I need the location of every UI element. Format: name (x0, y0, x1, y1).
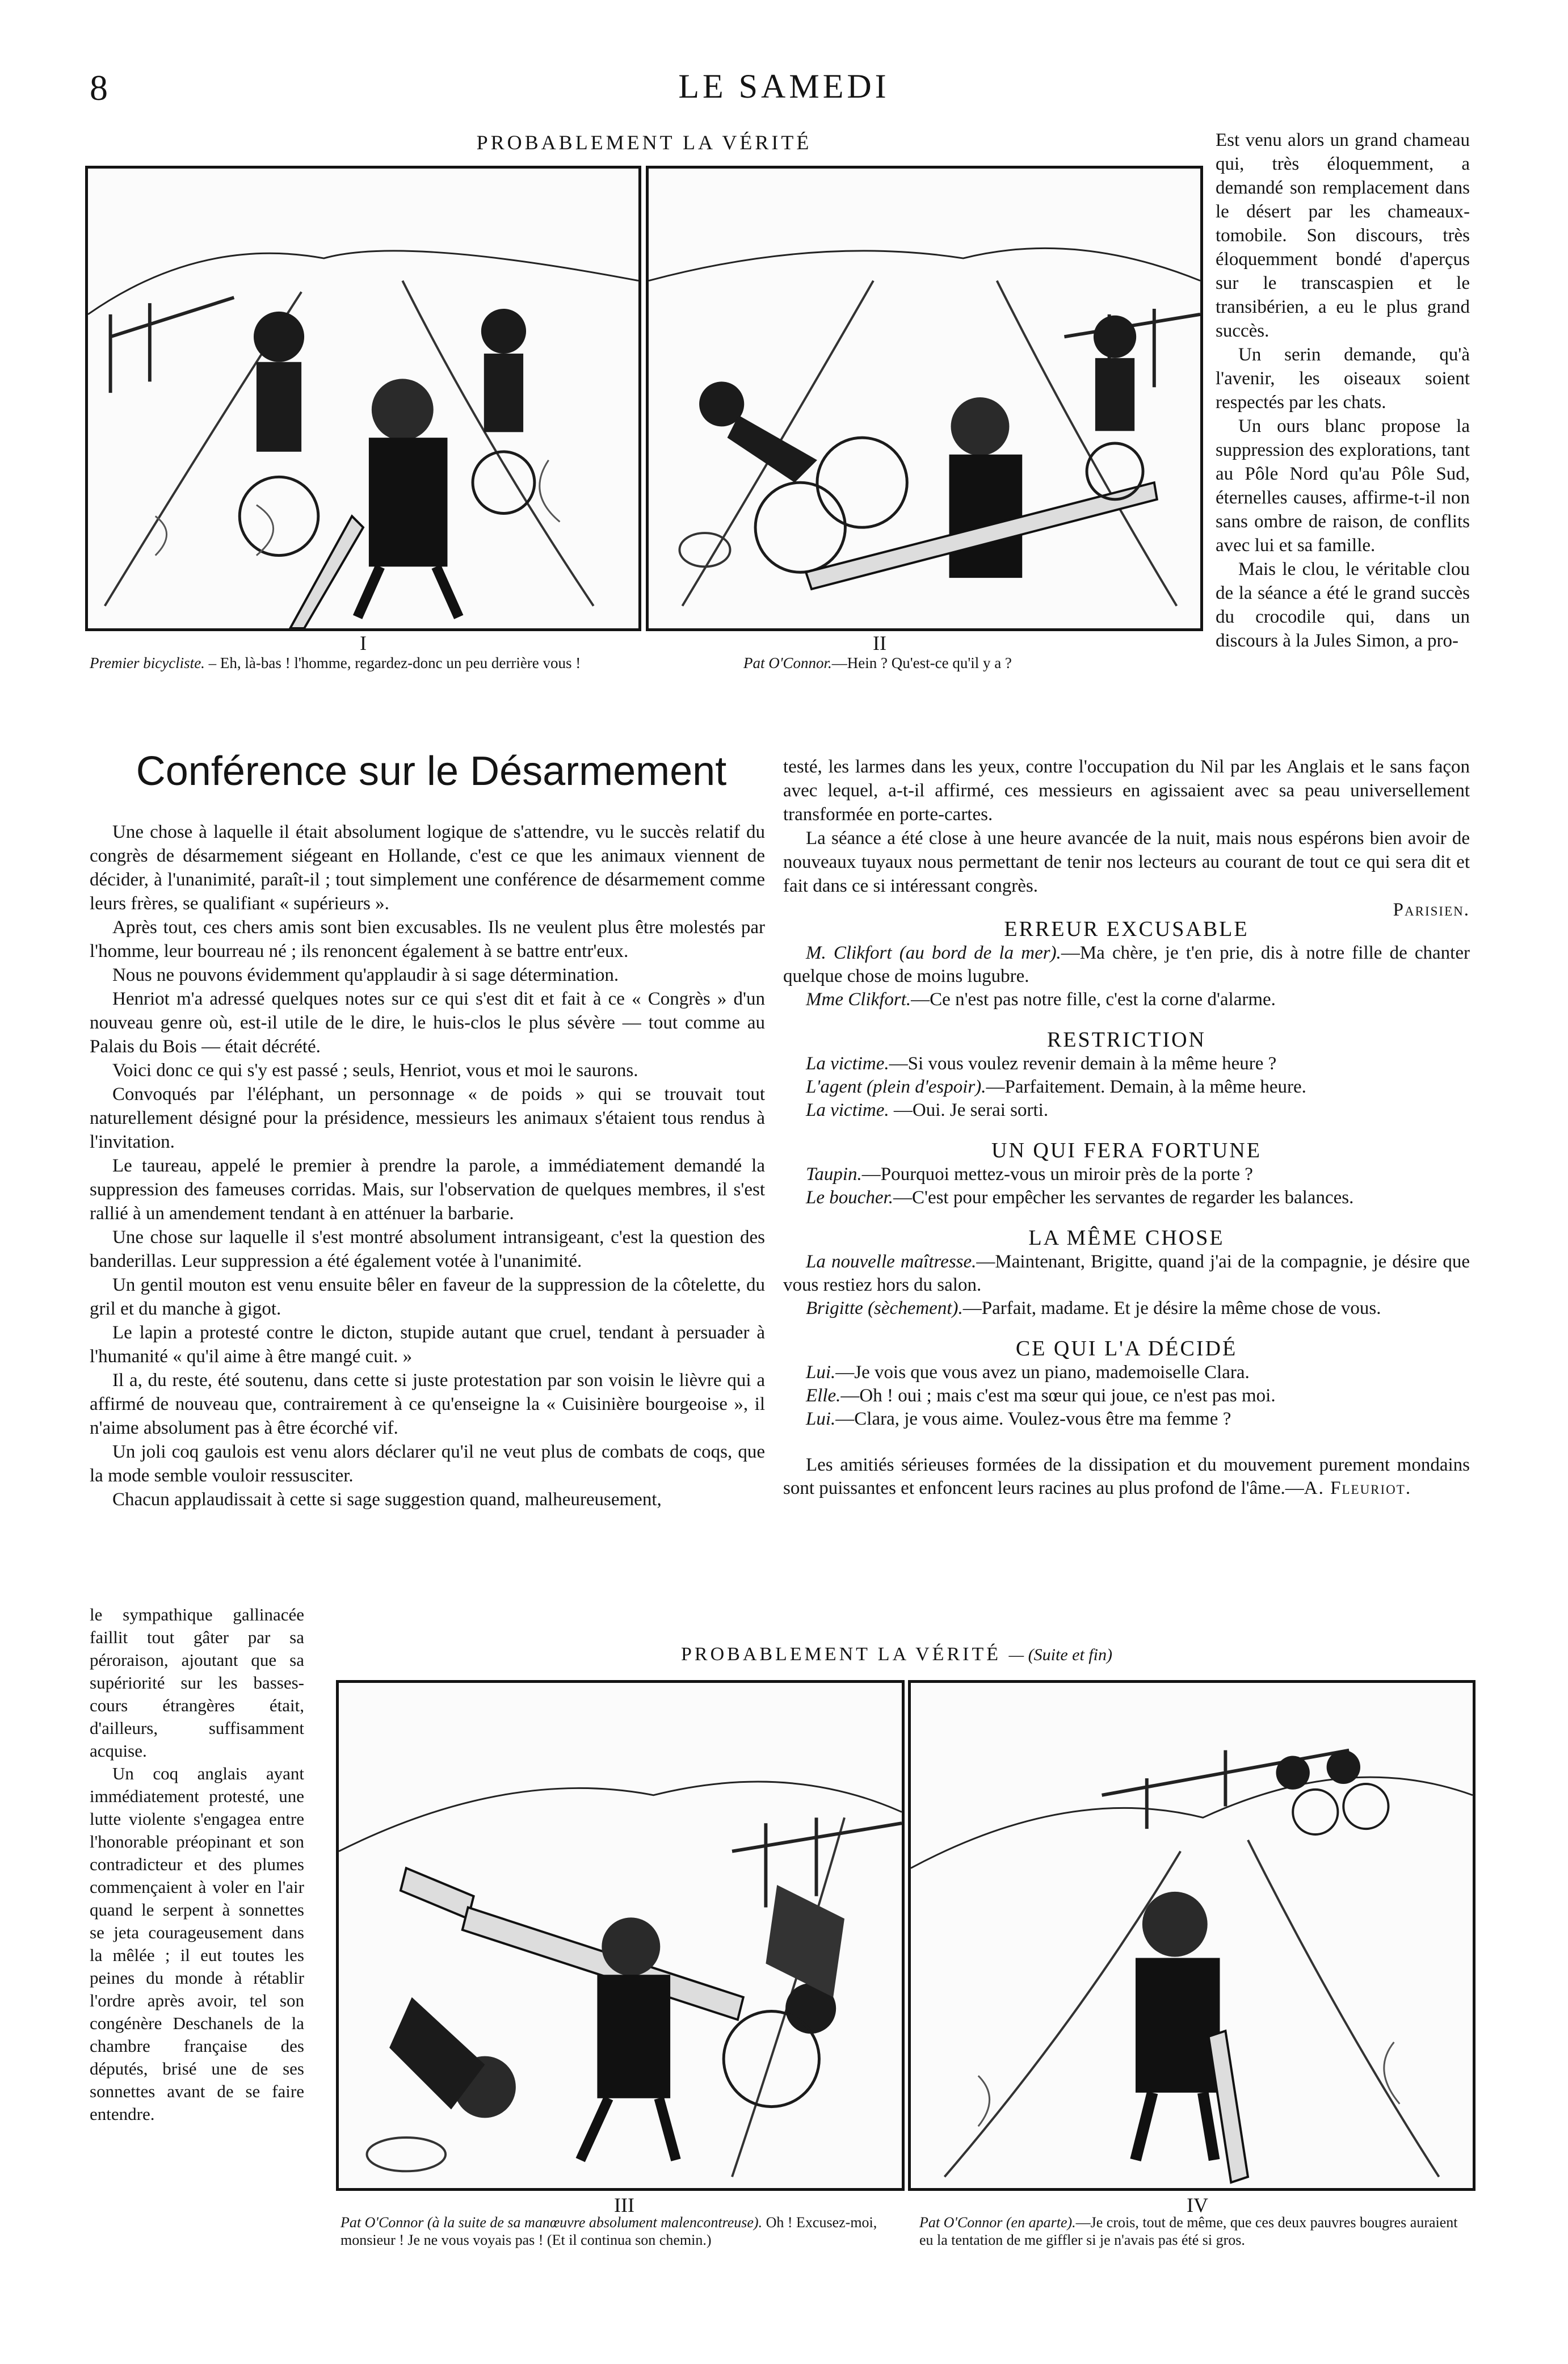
panel-3-illustration (336, 1680, 905, 2191)
panel-3-text: Oh ! Excusez-moi, monsieur ! Je ne vous voyais pas ! (Et il continua son chemin.) (340, 2214, 877, 2248)
panel-1-caption (90, 654, 634, 673)
left-paragraph: Il a, du reste, été soutenu, dans cette si juste protestation par son voisin le lièvre qui a affirmé de nouveau que, contrairement à ce qu'enseigne la « Cuisinière bourgeoise », il n'aime absolument pas à être écorché vif. (90, 1370, 765, 1438)
strip-bottom-title-suffix: — (Suite et fin) (1008, 1645, 1112, 1664)
joke-text: —Oh ! oui ; mais c'est ma sœur qui joue, ce n'est pas moi. (840, 1385, 1276, 1406)
joke-text: —Parfaitement. Demain, à la même heure. (986, 1077, 1306, 1097)
panel-4-illustration (908, 1680, 1475, 2191)
joke-speaker: Lui. (806, 1362, 836, 1383)
masthead-title: LE SAMEDI (678, 68, 890, 105)
right-intro-paragraph: Un serin demande, qu'à l'avenir, les oiseaux soient respectés par les chats. (1216, 345, 1470, 413)
joke-line (783, 1384, 1470, 1408)
right-cont-paragraph: La séance a été close à une heure avancée de la nuit, mais nous espérons bien avoir de nouveaux tuyaux nous permettant de tenir nos lecteurs au courant de tout ce qui sera dit et fait dans ce si intéressant congrès. (783, 828, 1470, 896)
panel-4-speaker: Pat O'Connor (en aparte). (919, 2214, 1076, 2231)
joke-speaker: L'agent (plein d'espoir). (806, 1077, 986, 1097)
article-headline: Conférence sur le Désarmement (136, 749, 727, 794)
left-paragraph: Un gentil mouton est venu ensuite bêler en faveur de la suppression de la côtelette, du gril et du manche à gigot. (90, 1275, 765, 1319)
joke-text: —Oui. Je serai sorti. (889, 1100, 1049, 1120)
article-narrow-column (90, 1603, 304, 2126)
joke-speaker: M. Clikfort (au bord de la mer). (806, 943, 1061, 963)
article-left-column (90, 820, 765, 1511)
narrow-paragraph: Un coq anglais ayant immédiatement protesté, une lutte violente s'engagea entre l'honorable préopinant et son contradicteur et des plumes commençaient à voler en l'air quand le serpent à sonnettes se jeta courageusement dans la mêlée ; il eut toutes les peines du monde à rétablir l'ordre après avoir, tel son congénère Deschanels de la chambre française des députés, brisé une de ses sonnettes avant de se faire entendre. (90, 1763, 304, 2124)
joke-line (783, 988, 1470, 1011)
joke-speaker: Lui. (806, 1409, 836, 1429)
joke-speaker: Le boucher. (806, 1187, 893, 1208)
joke-text: —Pourquoi mettez-vous un miroir près de la porte ? (861, 1164, 1253, 1185)
quote-block (783, 1454, 1470, 1500)
joke-dialogue (783, 1163, 1470, 1210)
panel-1-illustration (85, 166, 641, 631)
left-paragraph: Nous ne pouvons évidemment qu'applaudir à si sage détermination. (112, 965, 619, 985)
panel-3-number: III (614, 2194, 634, 2216)
left-paragraph: Une chose sur laquelle il s'est montré absolument intransigeant, c'est la question des banderillas. Leur suppression a été également votée à l'unanimité. (90, 1227, 765, 1271)
article-right-intro (1216, 128, 1470, 653)
panel-2-caption (743, 654, 1197, 673)
joke-text: —Clara, je vous aime. Voulez-vous être ma femme ? (835, 1409, 1231, 1429)
joke-text: —C'est pour empêcher les servantes de regarder les balances. (893, 1187, 1354, 1208)
page-number: 8 (90, 68, 108, 108)
panel-4-text: —Je crois, tout de même, que ces deux pauvres bougres auraient eu la tentation de me giffler si je n'avais pas été si gros. (919, 2214, 1458, 2248)
left-paragraph: Convoqués par l'éléphant, un personnage « de poids » qui se trouvait tout naturellement désigné pour la présidence, messieurs les animaux s'étaient tous rendus à l'invitation. (90, 1084, 765, 1152)
joke-line (783, 1250, 1470, 1297)
joke-text: —Je vois que vous avez un piano, mademoiselle Clara. (835, 1362, 1250, 1383)
right-cont-paragraph: testé, les larmes dans les yeux, contre l'occupation du Nil par les Anglais et le sans façon avec lequel, a-t-il affirmé, ces messieurs en agissaient avec sa peau universellement transformée en porte-cartes. (783, 757, 1470, 825)
joke-speaker: Mme Clikfort. (806, 989, 911, 1010)
left-paragraph: Une chose à laquelle il était absolument logique de s'attendre, vu le succès relatif du congrès de désarmement siégeant en Hollande, c'est ce que les animaux viennent de décider, à l'unanimité, paraît-il ; tout simplement une conférence de désarmement comme leurs frères, se qualifiant « supérieurs ». (90, 822, 765, 914)
narrow-paragraph: le sympathique gallinacée faillit tout gâter par sa péroraison, ajoutant que sa supériorité sur les basses-cours étrangères était, d'ailleurs, suffisamment acquise. (90, 1605, 304, 1761)
strip-bottom-title-line (681, 1644, 1146, 1665)
joke-line (783, 1052, 1470, 1076)
joke-dialogue (783, 1250, 1470, 1320)
panel-3-caption (340, 2214, 902, 2249)
joke-title: ERREUR EXCUSABLE (1004, 917, 1249, 941)
joke-line (783, 1186, 1470, 1210)
joke-text: —Parfait, madame. Et je désire la même chose de vous. (962, 1298, 1381, 1319)
panel-2-text: —Hein ? Qu'est-ce qu'il y a ? (831, 654, 1012, 671)
joke-title: RESTRICTION (1047, 1028, 1206, 1052)
joke-title: UN QUI FERA FORTUNE (991, 1139, 1262, 1162)
joke-speaker: Taupin. (806, 1164, 862, 1185)
joke-dialogue (783, 1361, 1470, 1431)
strip-bottom-title: PROBABLEMENT LA VÉRITÉ (681, 1644, 1001, 1665)
right-intro-paragraph: Mais le clou, le véritable clou de la séance a été le grand succès du crocodile qui, dans un discours à la Jules Simon, a pro- (1216, 559, 1470, 651)
joke-line (783, 1408, 1470, 1431)
panel-1-speaker: Premier bicycliste. (90, 654, 205, 671)
left-paragraph: Henriot m'a adressé quelques notes sur ce qui s'est dit et fait à ce « Congrès » d'un nouveau genre où, est-il utile de le dire, le huis-clos le plus sévère — tout comme au Palais du Bois — était décrété. (90, 989, 765, 1057)
left-paragraph: Après tout, ces chers amis sont bien excusables. Ils ne veulent plus être molestés par l'homme, leur bourreau né ; ils renoncent également à se battre entr'eux. (90, 917, 765, 961)
quote-text: Les amitiés sérieuses formées de la dissipation et du mouvement purement mondains sont puissantes et enfoncent leurs racines au plus profond de l'âme.— (783, 1455, 1470, 1498)
left-paragraph: Le lapin a protesté contre le dicton, stupide autant que cruel, tendant à persuader à l'humanité « qu'il aime à être mangé cuit. » (90, 1322, 765, 1367)
joke-line (783, 942, 1470, 988)
panel-2-illustration (646, 166, 1203, 631)
joke-title: CE QUI L'A DÉCIDÉ (1015, 1337, 1238, 1361)
joke-speaker: Elle. (806, 1385, 841, 1406)
joke-line (783, 1099, 1470, 1122)
joke-speaker: La victime. (806, 1053, 889, 1074)
left-paragraph: Le taureau, appelé le premier à prendre la parole, a immédiatement demandé la suppression des fameuses corridas. Mais, sur l'observation de quelques membres, il s'est rallié à un amendement tendant à en atténuer la barbarie. (90, 1156, 765, 1224)
joke-speaker: La nouvelle maîtresse. (806, 1252, 977, 1272)
jokes-column (783, 917, 1470, 1500)
left-paragraph: Chacun applaudissait à cette si sage suggestion quand, malheureusement, (112, 1489, 662, 1510)
joke-line (783, 1297, 1470, 1320)
joke-line (783, 1076, 1470, 1099)
article-right-continuation (783, 755, 1470, 922)
joke-text: —Ma chère, je t'en prie, dis à notre fille de chanter quelque chose de moins lugubre. (783, 943, 1470, 986)
left-paragraph: Un joli coq gaulois est venu alors déclarer qu'il ne veut plus de combats de coqs, que la mode semble vouloir ressusciter. (90, 1442, 765, 1486)
joke-speaker: La victime. (806, 1100, 889, 1120)
left-paragraph: Voici donc ce qui s'y est passé ; seuls, Henriot, vous et moi le saurons. (112, 1060, 638, 1081)
joke-line (783, 1163, 1470, 1186)
joke-title: LA MÊME CHOSE (1028, 1226, 1225, 1250)
panel-1-number: I (360, 632, 367, 654)
strip-top-title: PROBABLEMENT LA VÉRITÉ (476, 131, 812, 154)
panel-3-speaker: Pat O'Connor (à la suite de sa manœuvre absolument malencontreuse). (340, 2214, 763, 2231)
article-signature: Parisien. (1393, 900, 1470, 920)
joke-dialogue (783, 942, 1470, 1011)
joke-dialogue (783, 1052, 1470, 1122)
right-intro-paragraph: Est venu alors un grand chameau qui, très éloquemment, a demandé son remplacement dans le désert par les chameaux-tomobile. Son discours, très éloquemment bondé d'aperçus sur le transcaspien et le transibérien, a eu le plus grand succès. (1216, 130, 1470, 341)
joke-text: —Ce n'est pas notre fille, c'est la corne d'alarme. (911, 989, 1276, 1010)
quote-author: A. Fleuriot. (1304, 1478, 1412, 1498)
panel-1-text: – Eh, là-bas ! l'homme, regardez-donc un peu derrière vous ! (204, 654, 581, 671)
joke-line (783, 1361, 1470, 1384)
panel-2-number: II (873, 632, 886, 654)
panel-4-number: IV (1187, 2194, 1208, 2216)
right-intro-paragraph: Un ours blanc propose la suppression des explorations, tant au Pôle Nord qu'au Pôle Sud, éternelles causes, affirme-t-il non sans ombre de raison, de conflits avec lui et sa famille. (1216, 416, 1470, 556)
panel-4-caption (919, 2214, 1473, 2249)
quote-line (783, 1454, 1470, 1500)
joke-text: —Maintenant, Brigitte, quand j'ai de la compagnie, je désire que vous restiez hors du salon. (783, 1252, 1470, 1295)
joke-text: —Si vous voulez revenir demain à la même heure ? (889, 1053, 1277, 1074)
joke-speaker: Brigitte (sèchement). (806, 1298, 963, 1319)
panel-2-speaker: Pat O'Connor. (743, 654, 832, 671)
